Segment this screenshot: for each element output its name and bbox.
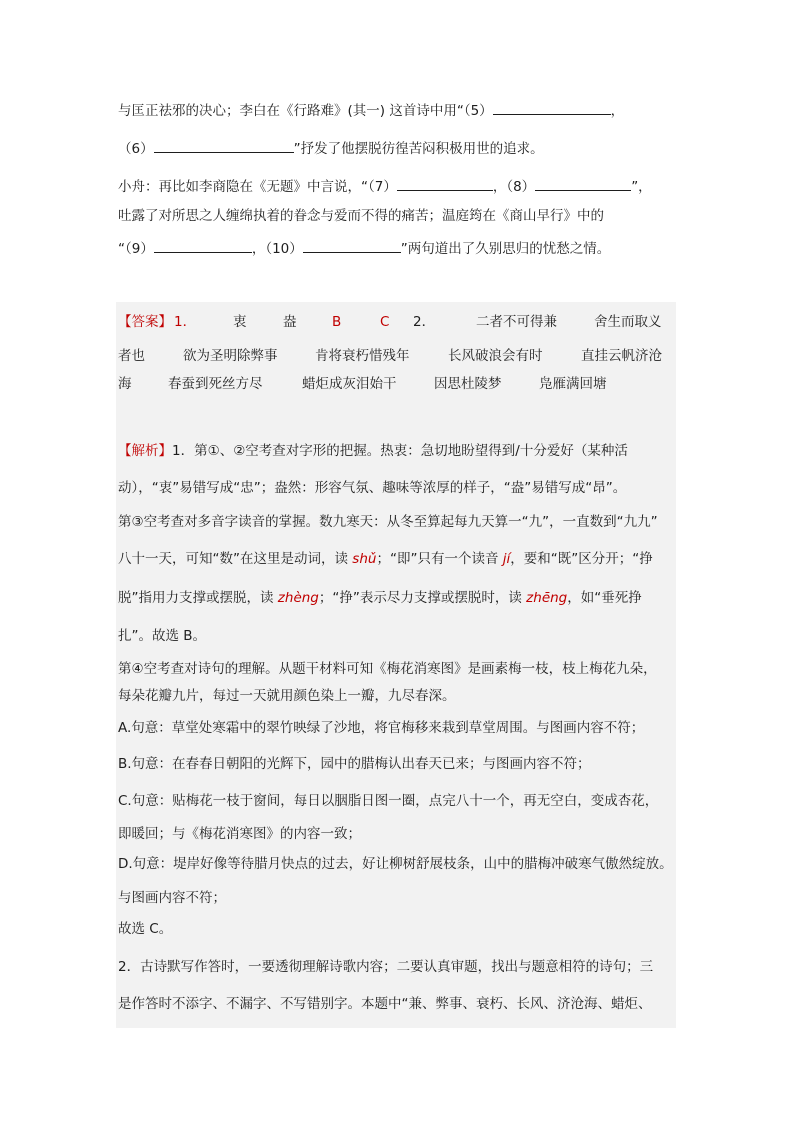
answer-item: 欲为圣明除弊事: [183, 348, 278, 364]
answer-blank-9: [154, 238, 252, 253]
option-d: D.句意：堤岸好像等待腊月快点的过去，好让柳树舒展枝条，山中的腊梅冲破寒气傲然绽放。: [118, 856, 673, 872]
question-line-2: （6） ”抒发了他摆脱彷徨苦闷积极用世的追求。: [118, 138, 544, 159]
pinyin: zhēng: [526, 590, 568, 606]
answer-blank-7: [397, 176, 493, 191]
question-line-3: 小舟：再比如李商隐在《无题》中言说，“（7） ，（8） ”，: [118, 176, 652, 197]
answer-item: 二者不可得兼: [476, 314, 557, 330]
answer-blank-6: [154, 138, 294, 153]
answer-blank-10: [303, 238, 401, 253]
explanation-line: 每朵花瓣九片，每过一天就用颜色染上一瓣，九尽春深。: [118, 688, 456, 704]
pinyin: jí: [502, 551, 511, 567]
answer-label: 【答案】: [118, 314, 172, 330]
pinyin: zhèng: [277, 590, 319, 606]
choose-line: 故选 C。: [118, 921, 173, 937]
pinyin: shǔ: [352, 551, 377, 567]
answer-item: 舍生而取义: [594, 314, 662, 330]
answer-item: 盎: [283, 314, 297, 330]
answer-item: 1．: [174, 314, 197, 330]
answer-item: B: [332, 314, 342, 330]
answer-item: 2．: [413, 314, 436, 330]
explanation-line: 动），“衷”易错写成“忠”；盎然：形容气氛、趣味等浓厚的样子，“盎”易错写成“昂”。: [118, 480, 627, 496]
option-d-continued: 与图画内容不符；: [118, 890, 226, 906]
explanation-paragraph-1: 【解析】1．第①、②空考查对字形的把握。热衷：急切地盼望得到/十分爱好（某种活: [118, 443, 628, 459]
answer-item: 因思杜陵梦: [434, 376, 502, 392]
answer-item: 蜡炬成灰泪始干: [302, 376, 397, 392]
answer-item: 海: [118, 376, 132, 392]
answer-item: 者也: [118, 348, 145, 364]
explanation-line: 扎”。故选 B。: [118, 628, 207, 644]
answer-item: 凫雁满回塘: [539, 376, 607, 392]
option-a: A.句意：草堂处寒霜中的翠竹映绿了沙地，将官梅移来栽到草堂周围。与图画内容不符；: [118, 720, 645, 736]
explanation-label: 【解析】: [118, 443, 172, 459]
explanation-line: 第③空考查对多音字读音的掌握。数九寒天：从冬至算起每九天算一“九”，一直数到“九九”: [118, 514, 658, 530]
question-text: 与匡正祛邪的决心；李白在《行路难》(其一) 这首诗中用“（5）: [118, 103, 493, 119]
option-b: B.句意：在春春日朝阳的光辉下，园中的腊梅认出春天已来；与图画内容不符；: [118, 756, 591, 772]
answer-item: 长风破浪会有时: [448, 348, 543, 364]
explanation-line: 第④空考查对诗句的理解。从题干材料可知《梅花消寒图》是画素梅一枝，枝上梅花九朵，: [118, 661, 657, 677]
answer-blank-8: [535, 176, 631, 191]
answer-item: C: [380, 314, 390, 330]
answer-item: 肯将衰朽惜残年: [315, 348, 410, 364]
option-c-continued: 即暖回；与《梅花消寒图》的内容一致；: [118, 826, 361, 842]
explanation-line: 是作答时不添字、不漏字、不写错别字。本题中“兼、弊事、衰朽、长风、济沧海、蜡炬、: [118, 996, 652, 1012]
option-c: C.句意：贴梅花一枝于窗间，每日以胭脂日图一圈，点完八十一个，再无空白，变成杏花，: [118, 793, 659, 809]
answer-item: 直挂云帆济沧: [581, 348, 662, 364]
explanation-paragraph-2: 2．古诗默写作答时，一要透彻理解诗歌内容；二要认真审题，找出与题意相符的诗句；三: [118, 959, 654, 975]
explanation-line: 八十一天，可知“数”在这里是动词，读 shǔ；“即”只有一个读音 jí，要和“既”区分开；“挣: [118, 551, 653, 567]
answer-item: 春蚕到死丝方尽: [168, 376, 263, 392]
explanation-line: 脱”指用力支撑或摆脱，读 zhèng；“挣”表示尽力支撑或摆脱时，读 zhēng，如“垂死挣: [118, 590, 642, 606]
answer-item: 衷: [233, 314, 247, 330]
answer-blank-5: [493, 100, 611, 115]
question-line-1: 与匡正祛邪的决心；李白在《行路难》(其一) 这首诗中用“（5） ，: [118, 100, 624, 121]
question-line-4: 吐露了对所思之人缠绵执着的眷念与爱而不得的痛苦；温庭筠在《商山早行》中的: [118, 208, 604, 224]
question-line-5: “（9） ，（10） ”两句道出了久别思归的忧愁之情。: [118, 238, 610, 259]
